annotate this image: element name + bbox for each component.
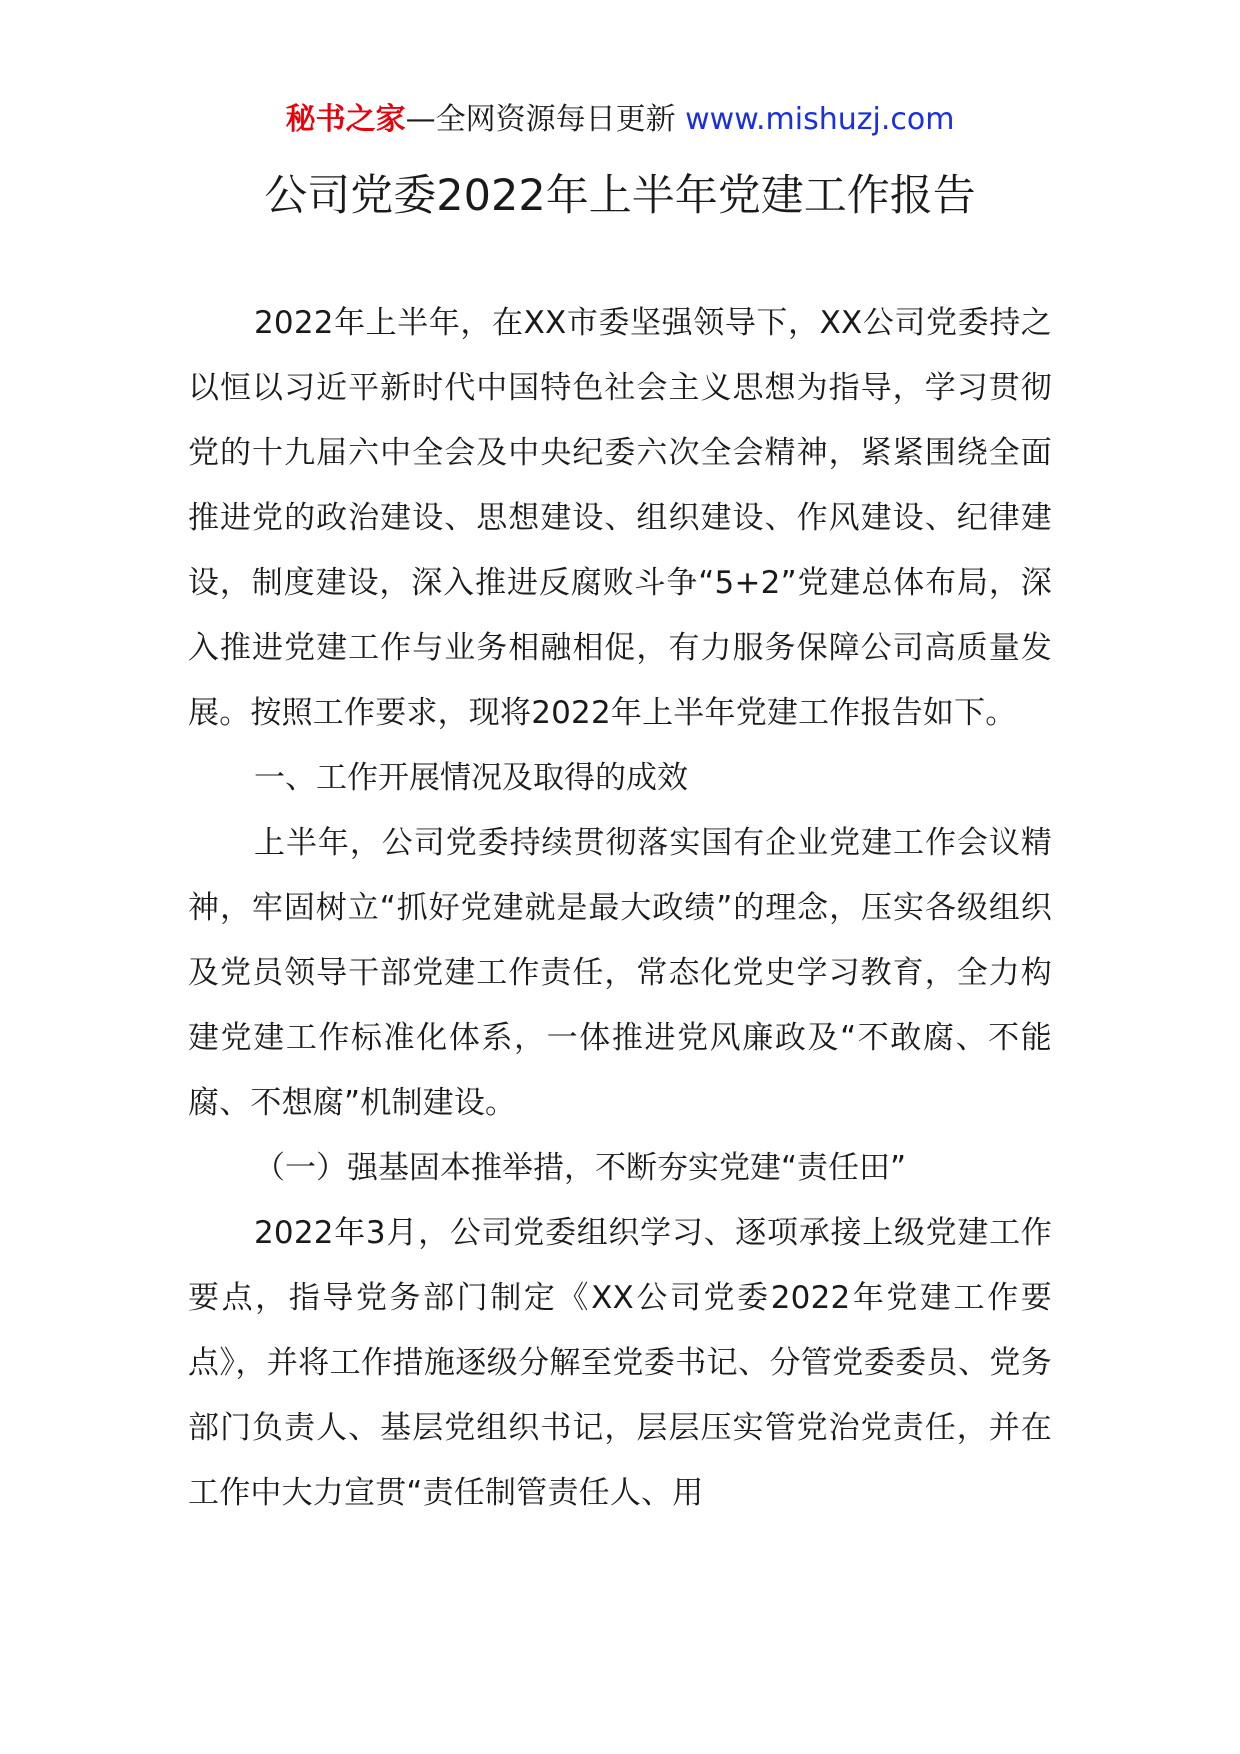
document-title: 公司党委2022年上半年党建工作报告: [264, 171, 976, 221]
section-1-paragraph: 上半年，公司党委持续贯彻落实国有企业党建工作会议精神，牢固树立“抓好党建就是最大政绩”的理念，压实各级组织及党员领导干部党建工作责任，常态化党史学习教育，全力构建党建工作标准化体系，一体推进党风廉政及“不敢腐、不能腐、不想腐”机制建设。: [188, 825, 1052, 1121]
site-header: [0, 100, 1240, 140]
site-url-link[interactable]: www.mishuzj.com: [685, 102, 955, 137]
subsection-1-paragraph: 2022年3月，公司党委组织学习、逐项承接上级党建工作要点，指导党务部门制定《XX公司党委2022年党建工作要点》，并将工作措施逐级分解至党委书记、分管党委委员、党务部门负责人、基层党组织书记，层层压实管党治党责任，并在工作中大力宣贯“责任制管责任人、用: [188, 1215, 1052, 1511]
document-body: [188, 291, 1052, 1526]
site-tagline: —全网资源每日更新: [405, 102, 686, 137]
section-heading-1: 一、工作开展情况及取得的成效: [254, 760, 688, 796]
site-brand: 秘书之家: [285, 102, 406, 137]
subsection-heading-1: （一）强基固本推举措，不断夯实党建“责任田”: [254, 1150, 907, 1186]
intro-paragraph: 2022年上半年，在XX市委坚强领导下，XX公司党委持之以恒以习近平新时代中国特色社会主义思想为指导，学习贯彻党的十九届六中全会及中央纪委六次全会精神，紧紧围绕全面推进党的政治建设、思想建设、组织建设、作风建设、纪律建设，制度建设，深入推进反腐败斗争“5+2”党建总体布局，深入推进党建工作与业务相融相促，有力服务保障公司高质量发展。按照工作要求，现将2022年上半年党建工作报告如下。: [188, 305, 1052, 731]
